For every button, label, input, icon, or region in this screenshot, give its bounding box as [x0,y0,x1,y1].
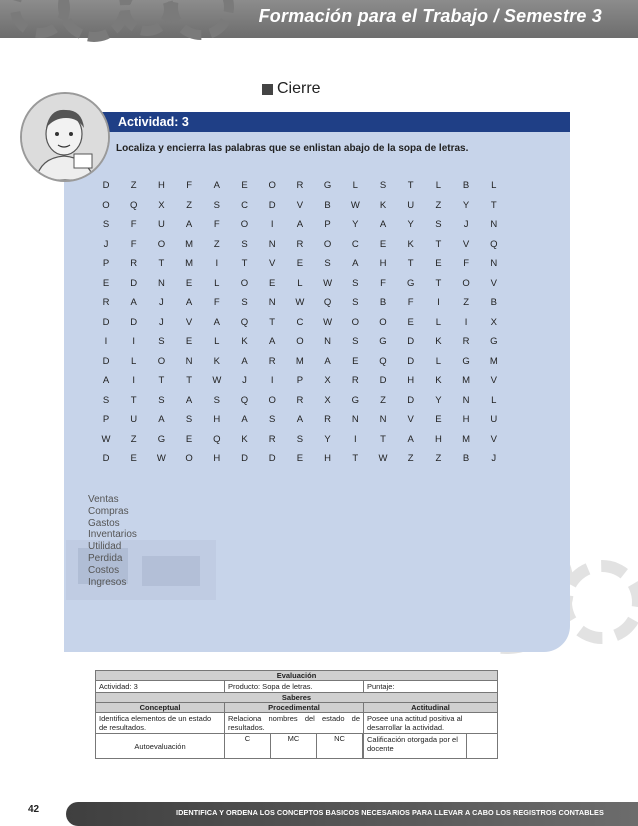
grid-letter: V [490,277,497,289]
grid-letter: D [407,394,415,406]
grid-letter: S [213,199,220,211]
grid-letter: P [324,219,331,230]
grid-letter: V [296,199,304,211]
grid-letter: A [241,414,248,425]
grid-letter: R [102,297,110,308]
grid-letter: S [102,219,110,230]
grid-letter: E [352,355,359,367]
grid-letter: T [158,375,165,386]
grid-letter: X [324,375,331,386]
grid-letter: R [351,375,359,386]
grid-letter: S [324,258,331,269]
grid-letter: Q [323,297,332,308]
grid-letter: A [185,394,193,406]
grid-letter: E [185,336,193,347]
grid-letter: T [435,238,442,250]
grid-letter: W [295,297,305,308]
grid-letter: M [462,433,471,445]
grid-letter: N [379,414,387,425]
gear-decoration-icon [560,560,638,644]
grid-letter: F [186,180,192,191]
activity-instructions: Localiza y encierra las palabras que se enlistan abajo de la sopa de letras. [116,143,469,154]
list-item: Gastos [88,517,120,529]
grid-letter: Q [129,199,138,211]
grid-letter: D [407,336,415,347]
grid-letter: A [130,297,137,308]
grid-letter: I [270,219,274,230]
grid-letter: S [241,297,248,308]
grid-letter: I [215,258,219,269]
grid-letter: W [323,277,333,289]
grid-letter: F [407,297,414,308]
grid-letter: N [268,238,276,250]
grid-letter: V [490,433,497,445]
grid-letter: Q [240,394,249,406]
grid-letter: X [324,394,331,406]
grid-letter: F [213,219,220,230]
activity-title: Actividad: 3 [118,115,189,129]
grid-letter: Z [130,180,137,191]
grid-letter: Y [324,433,331,445]
grid-letter: O [351,316,359,328]
grid-letter: D [130,277,138,289]
grid-letter: L [131,355,137,367]
grid-letter: B [462,453,470,464]
grid-letter: R [268,433,276,445]
grid-letter: N [462,394,470,406]
grid-letter: A [102,375,110,386]
grid-letter: O [268,394,276,406]
grid-letter: G [406,277,415,289]
grid-letter: L [297,277,303,289]
grid-letter: S [269,414,276,425]
grid-letter: N [324,336,332,347]
grid-letter: S [352,277,359,289]
grid-letter: U [157,219,165,230]
grid-letter: H [407,375,415,386]
grid-letter: O [240,219,249,230]
grid-letter: W [212,375,222,386]
grid-letter: R [130,258,138,269]
grid-letter: Y [462,199,470,211]
grid-letter: N [185,355,193,367]
grid-letter: A [296,219,304,230]
list-item: Ventas [88,494,119,505]
grid-letter: C [241,199,248,211]
grid-letter: T [407,180,414,191]
grid-letter: K [241,433,248,445]
grid-letter: C [351,238,359,250]
grid-letter: T [435,277,442,289]
scale-nc: NC [317,734,363,758]
grid-letter: T [380,433,386,445]
grid-letter: S [158,336,165,347]
grid-letter: Q [379,355,387,367]
grid-letter: Y [435,394,442,406]
grid-letter: N [490,219,498,230]
grid-letter: Q [213,433,221,445]
grid-letter: T [352,453,359,464]
grid-letter: Z [186,199,192,211]
grid-letter: W [350,199,360,211]
scale-c: C [225,734,271,758]
grid-letter: F [130,219,137,230]
grid-letter: S [352,336,359,347]
grid-letter: N [351,414,359,425]
grid-letter: W [156,453,166,464]
grid-letter: D [102,453,110,464]
grid-letter: A [185,219,193,230]
grid-letter: K [435,336,442,347]
grid-letter: A [158,414,165,425]
grid-letter: I [437,297,440,308]
grid-letter: J [491,453,497,464]
grid-letter: V [407,414,414,425]
grid-letter: L [352,180,358,191]
grid-letter: L [491,180,497,191]
grid-letter: J [103,238,109,250]
grid-letter: O [157,355,166,367]
grid-letter: D [102,316,110,328]
grid-letter: G [351,394,359,406]
grid-letter: V [462,238,470,250]
grid-letter: K [379,199,387,211]
evaluation-title: Evaluación [96,671,498,681]
grid-letter: L [435,355,442,367]
grid-letter: L [214,336,220,347]
grid-letter: K [241,336,248,347]
grid-letter: Z [213,238,220,250]
grid-letter: Z [407,453,414,464]
grid-letter: J [159,316,164,328]
grid-letter: O [296,336,304,347]
grid-letter: R [324,414,332,425]
grid-letter: J [242,375,247,386]
grid-letter: E [379,238,387,250]
grid-letter: Z [130,433,137,445]
grid-letter: A [407,433,414,445]
grid-letter: Q [240,316,249,328]
grid-letter: I [464,316,468,328]
grid-letter: Z [435,199,442,211]
grid-letter: W [378,453,388,464]
list-item: Compras [88,505,129,517]
grid-letter: H [434,433,442,445]
grid-letter: G [157,433,166,445]
grid-letter: E [269,277,276,289]
grid-letter: S [102,394,110,406]
self-evaluation-scale [225,734,364,759]
grid-letter: H [213,414,221,425]
list-item: Perdida [88,552,123,564]
grid-letter: D [130,316,138,328]
grid-letter: O [185,453,193,464]
grid-letter: U [130,414,138,425]
grid-letter: Z [380,394,386,406]
grid-letter: X [158,199,165,211]
grid-letter: O [240,277,249,289]
grid-letter: M [185,238,194,250]
word-list [88,494,137,588]
grid-letter: A [324,355,331,367]
grid-letter: I [132,336,135,347]
grid-letter: R [296,238,304,250]
grid-letter: W [323,316,333,328]
grid-letter: N [490,258,498,269]
grid-letter: O [379,316,387,328]
grid-letter: Y [407,219,414,230]
grid-letter: H [213,453,221,464]
grid-letter: S [352,297,359,308]
grid-letter: D [407,355,415,367]
conceptual-description: Identifica elementos de un estado de resultados. [96,713,225,734]
grid-letter: I [353,433,357,445]
grid-letter: G [462,355,470,367]
evaluation-score: Puntaje: [364,681,498,693]
grid-letter: S [213,394,220,406]
grid-letter: R [268,355,276,367]
square-bullet-icon [262,84,273,95]
evaluation-table [95,670,498,759]
grid-letter: H [462,414,470,425]
grid-letter: E [296,453,304,464]
grid-letter: J [463,219,469,230]
grid-letter: G [323,180,332,191]
grid-letter: R [296,180,304,191]
grid-letter: E [185,433,193,445]
grid-letter: O [462,277,470,289]
grid-letter: U [407,199,415,211]
teacher-grade-label: Calificación otorgada por el docente [364,734,467,758]
grid-letter: O [268,180,276,191]
self-evaluation-label: Autoevaluación [96,734,225,759]
grid-letter: O [323,238,332,250]
grid-letter: A [379,219,387,230]
grid-letter: Z [463,297,469,308]
section-title [262,80,321,98]
grid-letter: E [435,414,442,425]
grid-letter: T [407,258,414,269]
grid-letter: D [268,453,276,464]
grid-letter: T [241,258,248,269]
grid-letter: U [490,414,498,425]
grid-letter: A [296,414,304,425]
grid-letter: P [102,258,110,269]
grid-letter: L [435,180,442,191]
grid-letter: Q [490,238,498,250]
grid-letter: E [102,277,110,289]
section-title-text: Cierre [277,80,321,97]
teacher-grade-cell [364,734,498,759]
grid-letter: E [185,277,193,289]
grid-letter: S [379,180,387,191]
evaluation-activity: Actividad: 3 [96,681,225,693]
grid-letter: E [407,316,414,328]
saberes-header: Saberes [96,693,498,703]
footer-text: IDENTIFICA Y ORDENA LOS CONCEPTOS BASICOS NECESARIOS PARA LLEVAR A CABO LOS REGISTROS CONTABLES [176,808,604,817]
grid-letter: S [158,394,165,406]
actitudinal-header: Actitudinal [364,703,498,713]
grid-letter: D [268,199,276,211]
grid-letter: M [185,258,194,269]
grid-letter: P [296,375,304,386]
grid-letter: K [213,355,220,367]
grid-letter: D [241,453,248,464]
grid-letter: K [407,238,414,250]
grid-letter: H [157,180,165,191]
grid-letter: P [102,414,110,425]
grid-letter: S [296,433,304,445]
grid-letter: F [213,297,220,308]
grid-letter: T [186,375,192,386]
list-item: Inventarios [88,529,137,541]
grid-letter: S [185,414,193,425]
grid-letter: A [213,316,220,328]
grid-letter: G [379,336,387,347]
procedimental-description: Relaciona nombres del estado de resultados. [225,713,364,734]
list-item: Costos [88,564,120,576]
grid-letter: A [241,355,248,367]
grid-letter: F [130,238,137,250]
grid-letter: O [157,238,166,250]
grid-letter: A [269,336,276,347]
grid-letter: S [435,219,442,230]
grid-letter: T [490,199,497,211]
actitudinal-description: Posee una actitud positiva al desarrollar la actividad. [364,713,498,734]
scale-mc: MC [271,734,317,758]
grid-letter: W [101,433,111,445]
grid-letter: L [214,277,220,289]
grid-letter: T [158,258,165,269]
grid-letter: T [130,394,137,406]
grid-letter: B [462,180,470,191]
grid-letter: D [379,375,387,386]
grid-letter: O [102,199,110,211]
grid-letter: E [296,258,304,269]
grid-letter: V [269,258,276,269]
grid-letter: B [324,199,331,211]
grid-letter: N [268,297,276,308]
grid-letter: V [490,375,497,386]
header-title: Formación para el Trabajo / Semestre 3 [258,6,602,26]
grid-letter: B [490,297,497,308]
grid-letter: K [435,375,442,386]
grid-letter: E [130,453,137,464]
grid-letter: R [296,394,304,406]
grid-letter: I [270,375,274,386]
grid-letter: H [379,258,387,269]
grid-letter: Y [352,219,359,230]
grid-letter: G [490,336,498,347]
list-item: Utilidad [88,541,122,553]
evaluation-product: Producto: Sopa de letras. [225,681,364,693]
grid-letter: J [159,297,164,308]
list-item: Ingresos [88,576,127,588]
grid-letter: I [104,336,108,347]
student-avatar-icon [20,92,110,182]
grid-letter: R [462,336,470,347]
grid-letter: D [102,180,110,191]
grid-letter: E [435,258,442,269]
grid-letter: H [324,453,332,464]
grid-letter: A [213,180,220,191]
conceptual-header: Conceptual [96,703,225,713]
grid-letter: D [102,355,110,367]
page-number: 42 [28,804,40,815]
grid-letter: T [269,316,276,328]
grid-letter: F [463,258,469,269]
grid-letter: L [491,394,497,406]
grid-letter: S [241,238,248,250]
grid-letter: M [295,355,304,367]
grid-letter: B [379,297,387,308]
grid-letter: E [241,180,248,191]
grid-letter: N [157,277,165,289]
grid-letter: I [132,375,135,386]
grid-letter: L [435,316,442,328]
grid-letter: V [185,316,193,328]
grid-letter: Z [435,453,442,464]
procedimental-header: Procedimental [225,703,364,713]
grid-letter: F [380,277,386,289]
grid-letter: X [490,316,497,328]
grid-letter: A [352,258,359,269]
grid-letter: M [462,375,471,386]
grid-letter: C [296,316,304,328]
grid-letter: M [489,355,498,367]
grid-letter: A [185,297,193,308]
